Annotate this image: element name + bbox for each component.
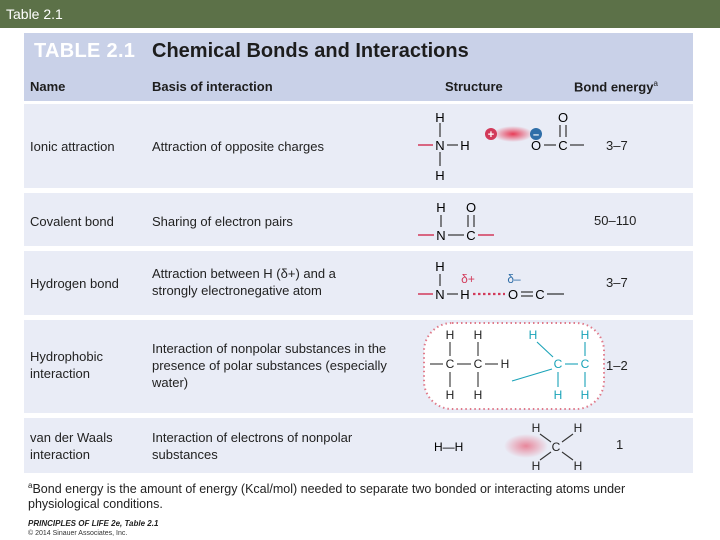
electron-cloud bbox=[504, 434, 548, 458]
table-row-covalent bbox=[24, 193, 693, 246]
ionic-structure-diagram bbox=[414, 104, 594, 188]
svg-text:H: H bbox=[460, 287, 470, 302]
svg-text:H: H bbox=[580, 328, 590, 342]
svg-text:C: C bbox=[551, 440, 561, 454]
svg-text:H: H bbox=[531, 421, 541, 435]
svg-text:H: H bbox=[573, 459, 583, 473]
svg-text:H: H bbox=[531, 459, 541, 473]
column-header-basis: Basis of interaction bbox=[152, 79, 273, 94]
table-footnote: $^a$Bond energy is the amount of energy (Kcal/mol) needed to separate two bonded or interacting atoms under physiological conditions. bbox=[28, 481, 626, 512]
svg-text:H: H bbox=[580, 388, 590, 402]
row-basis: Interaction of electrons of nonpolar substances bbox=[152, 430, 353, 462]
table-row-hydrogen bbox=[24, 251, 693, 315]
svg-text:H: H bbox=[573, 421, 583, 435]
table-2-1 bbox=[24, 33, 693, 472]
table-row-van-der-waals bbox=[24, 418, 693, 473]
svg-text:C: C bbox=[553, 357, 563, 371]
svg-text:–: – bbox=[532, 129, 540, 141]
hydrogen-bond-structure-diagram bbox=[414, 251, 594, 315]
o-atom-top: O bbox=[557, 110, 569, 125]
book-credit: PRINCIPLES OF LIFE 2e, Table 2.1 bbox=[28, 519, 159, 528]
van-der-waals-structure-diagram bbox=[424, 418, 604, 473]
row-name: Hydrophobic interaction bbox=[30, 349, 103, 381]
copyright-notice: © 2014 Sinauer Associates, Inc. bbox=[28, 530, 128, 537]
svg-text:H: H bbox=[553, 388, 563, 402]
attraction-glow bbox=[493, 126, 533, 142]
svg-text:H: H bbox=[435, 259, 445, 274]
row-name: Ionic attraction bbox=[30, 139, 115, 154]
row-name: Hydrogen bond bbox=[30, 276, 119, 291]
table-header bbox=[24, 33, 693, 101]
row-basis: Attraction of opposite charges bbox=[152, 139, 324, 154]
svg-text:H: H bbox=[445, 388, 455, 402]
covalent-structure-diagram bbox=[414, 193, 534, 246]
table-label: TABLE 2.1 bbox=[34, 40, 136, 62]
hydrophobic-structure-diagram bbox=[420, 321, 610, 412]
svg-text:C: C bbox=[466, 228, 476, 243]
svg-text:C: C bbox=[445, 357, 455, 371]
table-row-ionic bbox=[24, 104, 693, 188]
delta-plus-label: δ+ bbox=[461, 272, 475, 286]
table-title: Chemical Bonds and Interactions bbox=[152, 40, 469, 62]
svg-text:O: O bbox=[465, 200, 477, 215]
svg-text:H: H bbox=[473, 328, 483, 342]
n-atom: N bbox=[435, 138, 445, 153]
row-energy: 3–7 bbox=[606, 275, 628, 290]
h-atom-bottom: H bbox=[435, 168, 445, 183]
h-atom-right: H bbox=[460, 138, 470, 153]
column-header-name: Name bbox=[30, 79, 66, 94]
table-row-hydrophobic bbox=[24, 320, 693, 413]
row-energy: 1 bbox=[616, 437, 624, 452]
h-atom-top: H bbox=[435, 110, 445, 125]
row-energy: 1–2 bbox=[606, 358, 628, 373]
row-basis: Sharing of electron pairs bbox=[152, 214, 293, 229]
footnote-marker: a bbox=[653, 79, 658, 88]
svg-text:H: H bbox=[473, 388, 483, 402]
row-energy: 3–7 bbox=[606, 138, 628, 153]
window-title: Table 2.1 bbox=[6, 6, 63, 22]
svg-text:C: C bbox=[535, 287, 545, 302]
svg-text:C: C bbox=[473, 357, 483, 371]
o-atom: O bbox=[530, 138, 542, 153]
delta-minus-label: δ– bbox=[507, 272, 521, 286]
window-titlebar bbox=[0, 0, 720, 28]
h2-molecule: H—H bbox=[434, 440, 464, 454]
row-name: van der Waals interaction bbox=[30, 430, 113, 462]
c-atom: C bbox=[558, 138, 568, 153]
svg-text:+: + bbox=[487, 129, 495, 141]
row-energy: 50–110 bbox=[594, 213, 637, 228]
row-basis: Attraction between H (δ+) and a strongly electronegative atom bbox=[152, 266, 336, 298]
row-basis: Interaction of nonpolar substances in the presence of polar substances (especially water) bbox=[152, 341, 387, 390]
svg-text:C: C bbox=[580, 357, 590, 371]
svg-text:O: O bbox=[507, 287, 519, 302]
svg-text:H: H bbox=[500, 357, 510, 371]
svg-text:H: H bbox=[445, 328, 455, 342]
svg-text:H: H bbox=[436, 200, 446, 215]
svg-text:H: H bbox=[528, 328, 538, 342]
svg-text:N: N bbox=[435, 287, 445, 302]
svg-text:N: N bbox=[436, 228, 446, 243]
column-header-structure: Structure bbox=[445, 79, 503, 94]
column-header-bond-energy: Bond energy$^a$ bbox=[574, 79, 658, 95]
row-name: Covalent bond bbox=[30, 214, 114, 229]
